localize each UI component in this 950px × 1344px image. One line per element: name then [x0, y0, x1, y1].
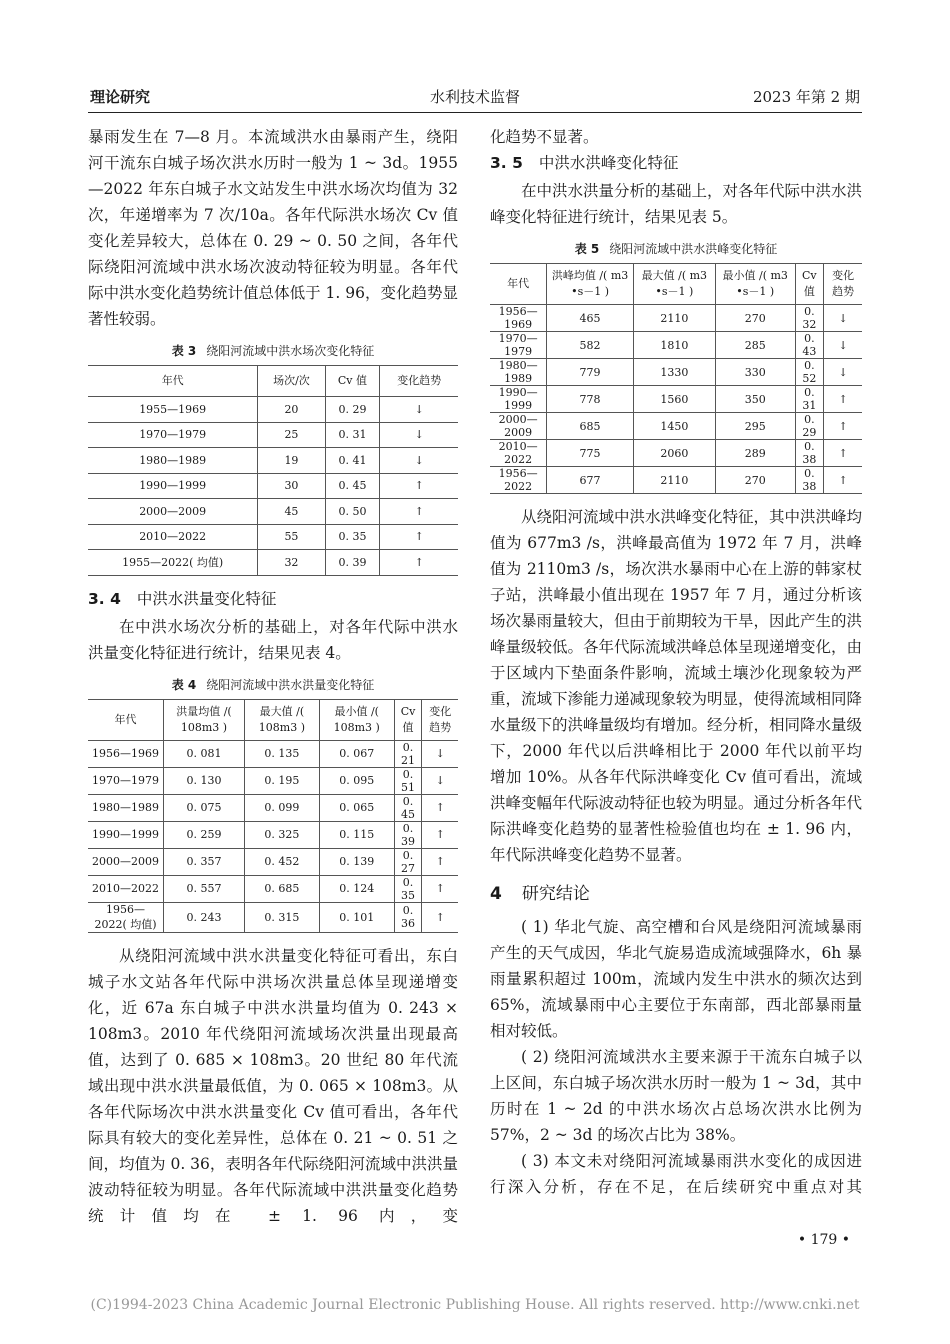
table4	[88, 699, 458, 933]
paragraph-3-4: 在中洪水场次分析的基础上，对各年代际中洪水洪量变化特征进行统计，结果见表 4。	[88, 617, 458, 662]
table-row	[88, 499, 458, 525]
table-cell: 0. 357	[163, 848, 244, 875]
table-row	[88, 448, 458, 474]
section-title: 中洪水洪峰变化特征	[538, 154, 679, 172]
table-cell: ↑	[422, 821, 458, 848]
table-cell: 0. 39	[394, 821, 422, 848]
table-cell: 1990—1999	[88, 473, 258, 499]
table-cell: ↑	[422, 848, 458, 875]
table-cell: 1956—1969	[490, 305, 547, 332]
table-cell: 45	[258, 499, 325, 525]
table-cell: 0. 325	[244, 821, 319, 848]
table-cell: 2010—2022	[88, 875, 163, 902]
table-cell: ↑	[380, 524, 458, 550]
table-cell: 0. 38	[795, 440, 824, 467]
table5-title: 绕阳河流域中洪水洪峰变化特征	[609, 242, 778, 256]
table-cell: 30	[258, 473, 325, 499]
table-row	[88, 422, 458, 448]
table-header-cell: 最小值 /( m3 •s－1 )	[715, 264, 795, 305]
table3-title: 绕阳河流域中洪水场次变化特征	[206, 344, 375, 358]
table3-caption	[88, 342, 458, 359]
table-cell: ↓	[824, 359, 862, 386]
right-column	[490, 124, 862, 1200]
table-cell: ↑	[380, 550, 458, 576]
table-cell: 55	[258, 524, 325, 550]
table-cell: 0. 36	[394, 902, 422, 932]
table3-number: 表 3	[171, 344, 197, 358]
table-cell: 0. 38	[795, 467, 824, 494]
table-cell: 270	[715, 305, 795, 332]
paragraph-intro: 暴雨发生在 7—8 月。本流域洪水由暴雨产生，绕阳河干流东白城子场次洪水历时一般为 1 ~ 3d。1955—2022 年东白城子水文站发生中洪水场次均值为 32 次，年递增率为 7 次/10a。各年代际洪水场次 Cv 值变化差异较大，总体在 0. 29 ~ 0. 50 之间，各年代际绕阳河流域中洪水场次波动特征较为明显。各年代际中洪水变化趋势统计值总体低于 1. 96，变化趋势显著性较弱。	[88, 128, 458, 328]
table-cell: 20	[258, 397, 325, 423]
table-header-cell: 洪峰均值 /( m3 •s－1 )	[547, 264, 633, 305]
table4-number: 表 4	[171, 677, 197, 692]
table-cell: 0. 29	[795, 413, 824, 440]
table-row	[490, 359, 862, 386]
table-cell: 0. 067	[319, 740, 394, 767]
table-cell: ↑	[824, 386, 862, 413]
table5-header-row	[490, 264, 862, 305]
table-cell: 289	[715, 440, 795, 467]
table-cell: 0. 452	[244, 848, 319, 875]
table-cell: 0. 099	[244, 794, 319, 821]
table-cell: 0. 101	[319, 902, 394, 932]
table-header-cell: 场次/次	[258, 366, 325, 397]
table-cell: 0. 685	[244, 875, 319, 902]
table-header-cell: 变化 趋势	[824, 264, 862, 305]
table-cell: 582	[547, 332, 633, 359]
table-row	[490, 467, 862, 494]
paragraph-after-table4: 从绕阳河流域中洪水洪量变化特征可看出，东白城子水文站各年代际中洪场次洪量总体呈现递增变化，近 67a 东白城子中洪水洪量均值为 0. 243 × 108m3。2010 年代绕阳河流域场次洪量出现最高值，达到了 0. 685 × 108m3。20 世纪 80 年代流域出现中洪水洪量最低值，为 0. 065 × 108m3。从各年代际场次中洪水洪量变化 Cv 值可看出，各年代际具有较大的变化差异性，总体在 0. 21 ~ 0. 51 之间，均值为 0. 36，表明各年代际绕阳河流域中洪洪量波动特征较为明显。各年代际流域中洪洪量变化趋势统计值均在 ± 1. 96 内，变	[88, 946, 458, 1225]
section-number: 3. 4	[88, 589, 121, 608]
table-row	[88, 550, 458, 576]
copyright-footer: (C)1994-2023 China Academic Journal Electronic Publishing House. All rights reserved. http://www.cnki.net	[90, 1297, 860, 1313]
header-rule	[88, 112, 862, 113]
table-cell: 1980—1989	[490, 359, 547, 386]
table-row	[88, 473, 458, 499]
table-cell: 0. 35	[394, 875, 422, 902]
table3-header-row	[88, 366, 458, 397]
section-4-heading	[490, 880, 862, 908]
table-cell: ↑	[380, 473, 458, 499]
table-header-cell: Cv 值	[394, 699, 422, 740]
table-cell: 0. 45	[325, 473, 380, 499]
table-cell: ↑	[422, 902, 458, 932]
running-head-journal: 水利技术监督	[429, 88, 520, 106]
table5	[490, 263, 862, 494]
section-title: 研究结论	[521, 884, 590, 904]
table-cell: 1330	[633, 359, 715, 386]
table-cell: 2110	[633, 305, 715, 332]
table-cell: 0. 095	[319, 767, 394, 794]
section-number: 4	[490, 884, 502, 904]
table-cell: ↓	[824, 305, 862, 332]
table-cell: 1450	[633, 413, 715, 440]
table-cell: 0. 139	[319, 848, 394, 875]
table-row	[88, 848, 458, 875]
table-row	[490, 332, 862, 359]
table-cell: 330	[715, 359, 795, 386]
table-cell: 1956—2022( 均值)	[88, 902, 163, 932]
table-cell: 0. 50	[325, 499, 380, 525]
table-cell: ↓	[422, 767, 458, 794]
table-cell: 270	[715, 467, 795, 494]
table-cell: 0. 27	[394, 848, 422, 875]
table-cell: 2060	[633, 440, 715, 467]
table-cell: 779	[547, 359, 633, 386]
table-cell: 0. 195	[244, 767, 319, 794]
table-cell: 2110	[633, 467, 715, 494]
table-cell: ↑	[824, 440, 862, 467]
table-cell: 2010—2022	[490, 440, 547, 467]
running-head-issue: 2023 年第 2 期	[752, 88, 860, 106]
table-row	[88, 821, 458, 848]
page-number: • 179 •	[797, 1232, 850, 1248]
table-row	[88, 875, 458, 902]
table-cell: ↑	[422, 875, 458, 902]
table-cell: 285	[715, 332, 795, 359]
table-cell: 1956—2022	[490, 467, 547, 494]
table-row	[490, 413, 862, 440]
table-cell: ↓	[380, 422, 458, 448]
table-row	[490, 440, 862, 467]
table-row	[88, 902, 458, 932]
table-cell: 25	[258, 422, 325, 448]
table-cell: 0. 130	[163, 767, 244, 794]
table-row	[490, 305, 862, 332]
table-header-cell: Cv 值	[325, 366, 380, 397]
section-title: 中洪水洪量变化特征	[136, 589, 277, 608]
table-cell: 350	[715, 386, 795, 413]
table4-body	[88, 740, 458, 932]
table-cell: 295	[715, 413, 795, 440]
table-cell: 775	[547, 440, 633, 467]
table-cell: 19	[258, 448, 325, 474]
paragraph-after-table5: 从绕阳河流域中洪水洪峰变化特征，其中洪洪峰均值为 677m3 /s，洪峰最高值为 1972 年 7 月，洪峰值为 2110m3 /s，场次洪水暴雨中心在上游的韩家杖子站，洪峰最小值出现在 1957 年 7 月，通过分析该场次暴雨量较大，但由于前期较为干旱，因此产生的洪峰量级较低。各年代际流域洪峰总体呈现递增变化，由于区域内下垫面条件影响，流域土壤沙化现象较为严重，流域下渗能力递减现象较为明显，使得流域相同降水量级下的洪峰量级均有增加。经分析，相同降水量级下，2000 年代以后洪峰相比于 2000 年代以前平均增加 10%。从各年代际洪峰变化 Cv 值可看出，流域洪峰变幅年代际波动特征也较为明显。通过分析各年代际洪峰变化趋势的显著性检验值也均在 ± 1. 96 内，年代际洪峰变化趋势不显著。	[490, 508, 863, 864]
table-cell: 0. 39	[325, 550, 380, 576]
table-cell: 1970—1979	[88, 422, 258, 448]
table-cell: 0. 259	[163, 821, 244, 848]
table-cell: 1970—1979	[88, 767, 163, 794]
table-cell: 1810	[633, 332, 715, 359]
table-cell: 0. 124	[319, 875, 394, 902]
left-column	[88, 124, 458, 1229]
table3	[88, 365, 458, 576]
table-cell: 1990—1999	[88, 821, 163, 848]
table-cell: 0. 135	[244, 740, 319, 767]
table-cell: 0. 243	[163, 902, 244, 932]
table-cell: ↓	[422, 740, 458, 767]
table-header-cell: Cv 值	[795, 264, 824, 305]
table-cell: 0. 081	[163, 740, 244, 767]
table-cell: 677	[547, 467, 633, 494]
table-header-cell: 洪量均值 /( 108m3 )	[163, 699, 244, 740]
table-cell: 465	[547, 305, 633, 332]
table-cell: 0. 45	[394, 794, 422, 821]
table-header-cell: 变化趋势	[380, 366, 458, 397]
conclusion-3: ( 3) 本文未对绕阳河流域暴雨洪水变化的成因进行深入分析，存在不足，在后续研究中重点对其	[490, 1152, 862, 1196]
table-cell: ↑	[824, 413, 862, 440]
table-header-cell: 最大值 /( m3 •s－1 )	[633, 264, 715, 305]
table-cell: 778	[547, 386, 633, 413]
table3-body	[88, 397, 458, 576]
table-cell: 32	[258, 550, 325, 576]
table-cell: 2000—2009	[88, 848, 163, 875]
running-head-section: 理论研究	[90, 88, 151, 106]
table-cell: 0. 065	[319, 794, 394, 821]
table-cell: 1560	[633, 386, 715, 413]
table-cell: ↑	[824, 467, 862, 494]
section-3-4-heading	[88, 586, 458, 612]
table5-body	[490, 305, 862, 494]
table-row	[88, 794, 458, 821]
table4-header-row	[88, 699, 458, 740]
table-header-cell: 年代	[88, 699, 163, 740]
table-cell: 685	[547, 413, 633, 440]
table5-number: 表 5	[574, 242, 600, 256]
table-header-cell: 年代	[490, 264, 547, 305]
paragraph-continued: 化趋势不显著。	[490, 128, 599, 146]
section-3-5-heading	[490, 150, 862, 176]
conclusion-2: ( 2) 绕阳河流域洪水主要来源于干流东白城子以上区间，东白城子场次洪水历时一般为 1 ~ 3d，其中历时在 1 ~ 2d 的中洪水场次占总场次洪水比例为 57%，2 ~ 3d 的场次占比为 38%。	[490, 1048, 862, 1144]
table-cell: 1980—1989	[88, 794, 163, 821]
table-cell: ↑	[380, 499, 458, 525]
table-cell: 0. 52	[795, 359, 824, 386]
table-cell: 0. 315	[244, 902, 319, 932]
table-cell: 0. 557	[163, 875, 244, 902]
table-cell: 0. 41	[325, 448, 380, 474]
table-header-cell: 最小值 /( 108m3 )	[319, 699, 394, 740]
table-row	[88, 740, 458, 767]
table-cell: 0. 51	[394, 767, 422, 794]
table-cell: 1955—1969	[88, 397, 258, 423]
table5-caption	[490, 240, 862, 257]
table-cell: ↓	[824, 332, 862, 359]
table-cell: 0. 31	[795, 386, 824, 413]
table-cell: ↓	[380, 397, 458, 423]
table4-title: 绕阳河流域中洪水洪量变化特征	[206, 677, 375, 692]
table-cell: 0. 29	[325, 397, 380, 423]
table-row	[88, 524, 458, 550]
table-cell: 0. 075	[163, 794, 244, 821]
table-cell: 1990—1999	[490, 386, 547, 413]
table-cell: 0. 32	[795, 305, 824, 332]
table-row	[88, 397, 458, 423]
table-row	[490, 386, 862, 413]
table4-caption	[88, 676, 458, 693]
section-number: 3. 5	[490, 154, 523, 172]
conclusion-1: ( 1) 华北气旋、高空槽和台风是绕阳河流域暴雨产生的天气成因，华北气旋易造成流域强降水，6h 暴雨量累积超过 100m，流域内发生中洪水的频次达到 65%，流域暴雨中心主要位于东南部，西北部暴雨量相对较低。	[490, 918, 862, 1040]
table-cell: 2000—2009	[490, 413, 547, 440]
table-cell: 2010—2022	[88, 524, 258, 550]
table-cell: 0. 43	[795, 332, 824, 359]
table-cell: 0. 35	[325, 524, 380, 550]
table-cell: 1980—1989	[88, 448, 258, 474]
table-cell: 1955—2022( 均值)	[88, 550, 258, 576]
table-cell: 1970—1979	[490, 332, 547, 359]
table-cell: 2000—2009	[88, 499, 258, 525]
table-row	[88, 767, 458, 794]
table-header-cell: 最大值 /( 108m3 )	[244, 699, 319, 740]
paragraph-3-5: 在中洪水洪量分析的基础上，对各年代际中洪水洪峰变化特征进行统计，结果见表 5。	[490, 182, 863, 226]
table-cell: 0. 115	[319, 821, 394, 848]
table-header-cell: 年代	[88, 366, 258, 397]
table-cell: 0. 31	[325, 422, 380, 448]
table-cell: 0. 21	[394, 740, 422, 767]
table-cell: ↑	[422, 794, 458, 821]
table-cell: 1956—1969	[88, 740, 163, 767]
table-header-cell: 变化 趋势	[422, 699, 458, 740]
table-cell: ↓	[380, 448, 458, 474]
